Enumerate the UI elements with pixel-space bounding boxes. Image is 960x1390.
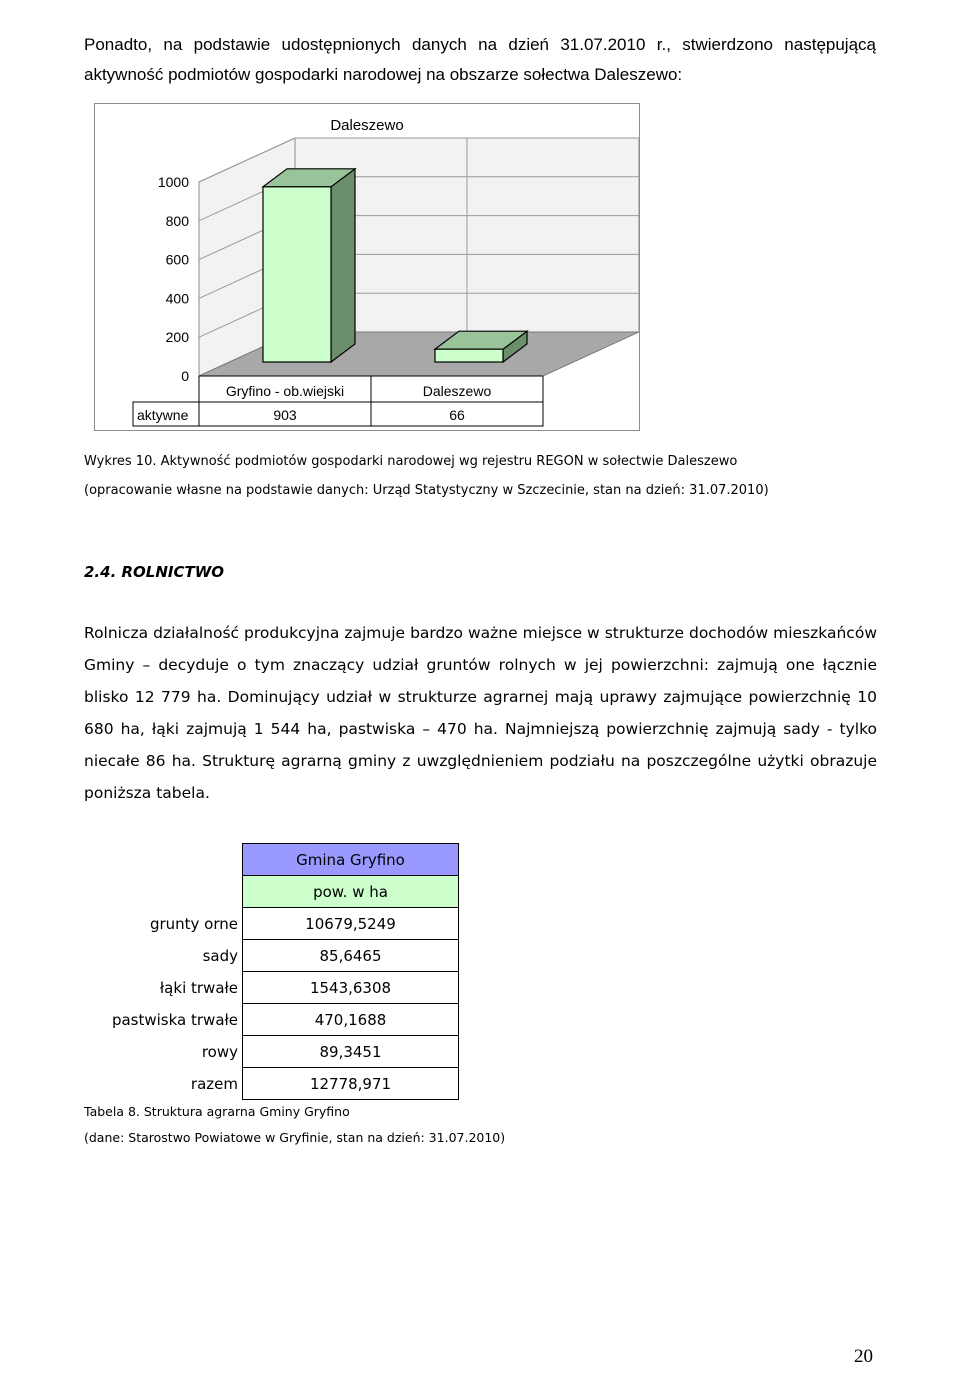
table-subheader: pow. w ha <box>243 876 459 908</box>
y-tick-label: 200 <box>165 329 189 346</box>
data-label: 903 <box>273 407 297 423</box>
caption-line-1: Wykres 10. Aktywność podmiotów gospodarki narodowej wg rejestru REGON w sołectwie Daleszewo <box>84 454 738 469</box>
table-row <box>84 972 459 1004</box>
bar <box>263 187 331 362</box>
section-paragraph: Rolnicza działalność produkcyjna zajmuje bardzo ważne miejsce w strukturze dochodów mieszkańców Gminy – decyduje o tym znaczący udział gruntów rolnych w jej powierzchni: zajmują one łącznie blisko 12 779 ha. Dominujący udział w strukturze agrarnej mają uprawy zajmujące powierzchnię 10 680 ha, łąki zajmują 1 544 ha, pastwiska – 470 ha. Najmniejszą powierzchnię zajmują sady - tylko niecałe 86 ha. Strukturę agrarną gminy z uwzględnieniem podziału na poszczególne użytki obrazuje poniższa tabela. <box>84 624 877 802</box>
table-row <box>84 1036 459 1068</box>
row-label: rowy <box>201 1042 238 1061</box>
row-label: grunty orne <box>149 914 238 933</box>
row-value: 12778,971 <box>243 1068 459 1100</box>
chart-title: Daleszewo <box>330 117 404 134</box>
chart-data-table <box>133 376 543 426</box>
agrarian-table <box>84 843 459 1100</box>
row-value: 470,1688 <box>243 1004 459 1036</box>
bar <box>435 349 503 362</box>
table-box <box>133 402 543 426</box>
table-row <box>84 908 459 940</box>
y-tick-label: 1000 <box>157 174 189 190</box>
row-value: 85,6465 <box>243 940 459 972</box>
row-value: 89,3451 <box>243 1036 459 1068</box>
row-label: łąki trwałe <box>159 978 238 997</box>
bar-chart-3d <box>95 104 639 430</box>
section-heading: 2.4. ROLNICTWO <box>84 563 225 581</box>
bar-side <box>331 169 355 362</box>
table-row <box>84 1068 459 1100</box>
row-value: 10679,5249 <box>243 908 459 940</box>
table-caption: Tabela 8. Struktura agrarna Gminy Gryfino <box>84 1104 350 1119</box>
chart-caption <box>84 447 884 505</box>
table-header: Gmina Gryfino <box>243 844 459 876</box>
table-row <box>84 1004 459 1036</box>
y-tick-label: 400 <box>165 290 189 307</box>
table-header-row <box>84 844 459 876</box>
series-name-label: aktywne <box>137 407 189 423</box>
y-tick-label: 800 <box>165 212 189 229</box>
caption-line-2: (opracowanie własne na podstawie danych: Urząd Statystyczny w Szczecinie, stan na dzień: 31.07.2010) <box>84 483 769 498</box>
row-label: sady <box>202 946 238 965</box>
y-tick-label: 0 <box>181 368 189 384</box>
table-source: (dane: Starostwo Powiatowe w Gryfinie, stan na dzień: 31.07.2010) <box>84 1130 506 1145</box>
x-category-label: Gryfino - ob.wiejski <box>225 383 345 399</box>
row-value: 1543,6308 <box>243 972 459 1004</box>
x-category-label: Daleszewo <box>422 383 492 399</box>
chart-frame <box>94 103 640 431</box>
intro-paragraph: Ponadto, na podstawie udostępnionych danych na dzień 31.07.2010 r., stwierdzono następującą aktywność podmiotów gospodarki narodowej na obszarze sołectwa Daleszewo: <box>84 35 876 84</box>
table-row <box>84 940 459 972</box>
chart-y-ticks <box>158 174 189 384</box>
table-subheader-row <box>84 876 459 908</box>
page-number: 20 <box>854 1346 873 1367</box>
row-label: pastwiska trwałe <box>111 1010 238 1029</box>
data-label: 66 <box>449 407 465 423</box>
row-label: razem <box>190 1074 238 1093</box>
y-tick-label: 600 <box>165 251 189 268</box>
